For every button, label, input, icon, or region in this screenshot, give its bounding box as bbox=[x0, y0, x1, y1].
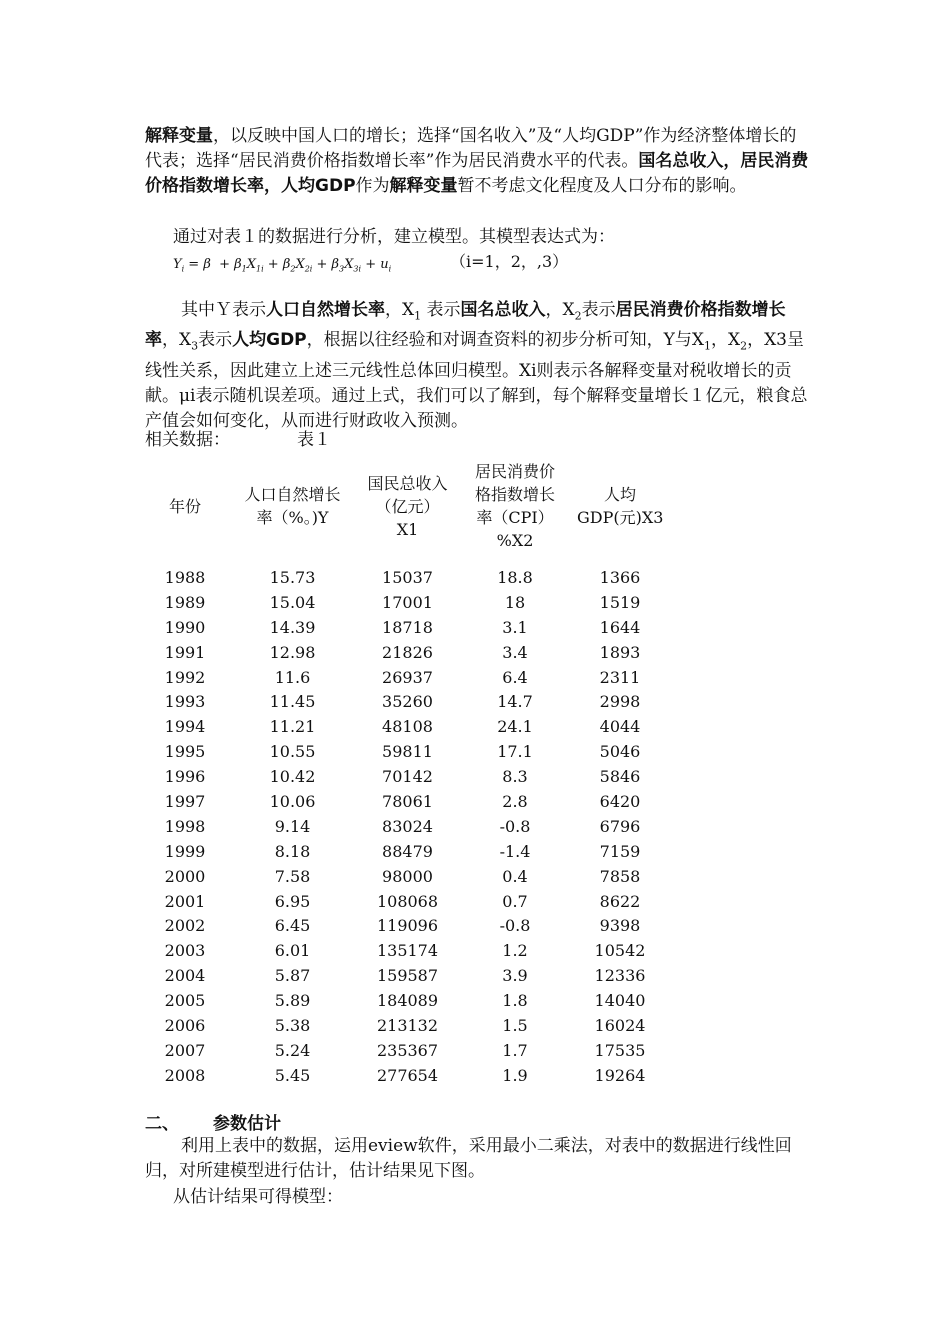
table-row bbox=[140, 864, 670, 889]
table-cell: 1993 bbox=[164, 692, 206, 712]
table-cell: 16024 bbox=[594, 1015, 646, 1035]
section-number: 二、 bbox=[145, 1114, 179, 1134]
bold-term: 国名总收入 bbox=[460, 300, 546, 320]
table-cell: 1.2 bbox=[502, 941, 528, 961]
table-cell: 2001 bbox=[164, 891, 206, 911]
table-cell: 48108 bbox=[382, 717, 433, 737]
table-cell: 26937 bbox=[382, 667, 433, 687]
table-cell: 1996 bbox=[164, 767, 206, 787]
table-cell: 59811 bbox=[382, 742, 433, 762]
table-cell: 8.18 bbox=[274, 841, 311, 861]
table-cell: 2003 bbox=[164, 941, 206, 961]
table-cell: -0.8 bbox=[499, 816, 531, 836]
table-row bbox=[140, 988, 670, 1013]
table-row bbox=[140, 789, 670, 814]
table-cell: 15.04 bbox=[269, 592, 316, 612]
bold-term: 人口自然增长率 bbox=[266, 300, 385, 320]
table-cell: 2008 bbox=[164, 1065, 206, 1085]
table-cell: 2.8 bbox=[502, 791, 528, 811]
table-row bbox=[140, 615, 670, 640]
table-row bbox=[140, 590, 670, 615]
table-cell: 0.7 bbox=[502, 891, 528, 911]
subscript: 3 bbox=[191, 339, 199, 353]
text-run: ，X bbox=[545, 300, 575, 320]
text-run: ，X bbox=[385, 300, 415, 320]
table-row bbox=[140, 913, 670, 938]
table-cell: 24.1 bbox=[497, 717, 533, 737]
data-table bbox=[140, 452, 670, 1088]
bold-term: 人均GDP bbox=[232, 330, 307, 351]
table-cell: 98000 bbox=[382, 866, 433, 886]
table-row bbox=[140, 689, 670, 714]
table-cell: 70142 bbox=[382, 767, 433, 787]
table-cell: 1997 bbox=[164, 791, 206, 811]
table-cell: 5.87 bbox=[274, 966, 311, 986]
table-cell: 18.8 bbox=[497, 567, 533, 587]
subscript: 1 bbox=[414, 309, 422, 323]
table-row bbox=[140, 839, 670, 864]
table-cell: 8.3 bbox=[502, 767, 528, 787]
table-cell: 21826 bbox=[382, 642, 433, 662]
table-cell: 277654 bbox=[376, 1065, 439, 1085]
table-cell: 15.73 bbox=[269, 567, 316, 587]
table-row bbox=[140, 938, 670, 963]
text-run: ，X3呈线性关系，因此建立上述三元线性总体回归模型。Xi则表示各解释变量对税收增长的贡献。μi表示随机误差项。通过上式，我们可以了解到，每个解释变量增长１亿元，粮食总产值会如何变化，从而进行财政收入预测。 bbox=[145, 330, 808, 431]
table-cell: 159587 bbox=[376, 966, 439, 986]
table-cell: 184089 bbox=[376, 991, 439, 1011]
table-cell: 1991 bbox=[164, 642, 206, 662]
table-caption-label: 相关数据： bbox=[145, 430, 230, 450]
table-cell: 18 bbox=[504, 592, 526, 612]
table-body bbox=[140, 565, 670, 1088]
table-cell: 108068 bbox=[376, 891, 439, 911]
table-cell: 2007 bbox=[164, 1040, 206, 1060]
table-cell: 5.24 bbox=[274, 1040, 311, 1060]
text-run: 表示 bbox=[581, 300, 616, 320]
table-row bbox=[140, 1063, 670, 1088]
paragraph-variable-definitions bbox=[145, 298, 813, 434]
text-run: 其中Ｙ表示 bbox=[181, 300, 266, 320]
table-cell: 213132 bbox=[376, 1015, 439, 1035]
column-header-national-income: 国民总收入（亿元）X1 bbox=[367, 473, 448, 539]
table-cell: 1994 bbox=[164, 717, 206, 737]
table-cell: 10542 bbox=[594, 941, 646, 961]
table-cell: 1989 bbox=[164, 592, 206, 612]
table-cell: 5046 bbox=[599, 742, 641, 762]
table-cell: 2004 bbox=[164, 966, 206, 986]
table-cell: 19264 bbox=[594, 1065, 646, 1085]
table-cell: 2998 bbox=[599, 692, 641, 712]
table-cell: 0.4 bbox=[502, 866, 528, 886]
table-cell: 83024 bbox=[382, 816, 433, 836]
table-cell: 3.9 bbox=[502, 966, 528, 986]
table-cell: 11.6 bbox=[274, 667, 311, 687]
table-row bbox=[140, 665, 670, 690]
table-row bbox=[140, 963, 670, 988]
text-run: ，X bbox=[710, 330, 741, 351]
table-cell: 12.98 bbox=[269, 642, 316, 662]
bold-term: 居民消费价格指数增长率 bbox=[145, 300, 786, 351]
bold-term: 解释变量 bbox=[145, 126, 213, 146]
formula-index-note: （i=1，2，,3） bbox=[450, 252, 569, 271]
table-row bbox=[140, 739, 670, 764]
table-cell: 78061 bbox=[382, 791, 433, 811]
text-run: 暂不考虑文化程度及人口分布的影响。 bbox=[457, 176, 747, 196]
column-header-cpi-growth: 居民消费价格指数增长率（CPI）%X2 bbox=[474, 462, 555, 550]
table-cell: 1366 bbox=[599, 567, 641, 587]
paragraph-model-intro: 通过对表１的数据进行分析，建立模型。其模型表达式为： bbox=[173, 227, 615, 247]
table-caption-title: 表１ bbox=[297, 430, 331, 450]
paragraph-estimation: 利用上表中的数据，运用eview软件，采用最小二乘法，对表中的数据进行线性回归，对所建模型进行估计，估计结果见下图。 bbox=[145, 1136, 792, 1181]
table-row bbox=[140, 714, 670, 739]
table-cell: 35260 bbox=[382, 692, 433, 712]
table-cell: 10.55 bbox=[269, 742, 316, 762]
table-cell: 11.21 bbox=[269, 717, 316, 737]
text-run: ，X bbox=[162, 330, 192, 351]
table-header-row bbox=[140, 452, 670, 560]
table-cell: 2002 bbox=[164, 916, 206, 936]
paragraph-variables bbox=[145, 124, 813, 199]
formula-y: Y bbox=[173, 257, 182, 272]
table-cell: 6.45 bbox=[274, 916, 311, 936]
table-cell: 3.1 bbox=[502, 617, 528, 637]
table-cell: 12336 bbox=[594, 966, 646, 986]
table-cell: 5.89 bbox=[274, 991, 311, 1011]
section-title: 参数估计 bbox=[213, 1114, 281, 1134]
column-header-year: 年份 bbox=[168, 496, 201, 516]
subscript: 2 bbox=[740, 339, 748, 353]
table-cell: 8622 bbox=[599, 891, 641, 911]
table-cell: 1.8 bbox=[502, 991, 528, 1011]
table-cell: -0.8 bbox=[499, 916, 531, 936]
text-run: 作为 bbox=[355, 176, 390, 196]
table-cell: 235367 bbox=[376, 1040, 439, 1060]
table-cell: 18718 bbox=[382, 617, 433, 637]
table-row bbox=[140, 640, 670, 665]
table-row bbox=[140, 814, 670, 839]
table-cell: 9398 bbox=[599, 916, 641, 936]
table-cell: 119096 bbox=[376, 916, 439, 936]
table-cell: 1519 bbox=[599, 592, 641, 612]
table-cell: 1992 bbox=[164, 667, 206, 687]
paragraph-model-result: 从估计结果可得模型： bbox=[173, 1187, 343, 1207]
column-header-gdp-per-capita: 人均GDP(元)X3 bbox=[577, 485, 664, 527]
table-cell: 7159 bbox=[599, 841, 641, 861]
table-cell: 15037 bbox=[382, 567, 433, 587]
bold-term: 国名总收入，居民消费价格指数增长率，人均GDP bbox=[145, 151, 809, 196]
table-cell: 1999 bbox=[164, 841, 206, 861]
text-run: 表示 bbox=[198, 330, 233, 351]
text-run: 表示 bbox=[421, 300, 461, 320]
section-heading bbox=[145, 1109, 281, 1134]
table-cell: 6420 bbox=[599, 791, 641, 811]
table-cell: 14.7 bbox=[497, 692, 533, 712]
table-cell: 9.14 bbox=[274, 816, 311, 836]
table-cell: 11.45 bbox=[269, 692, 316, 712]
table-cell: 6796 bbox=[599, 816, 641, 836]
table-cell: 7858 bbox=[599, 866, 641, 886]
table-row bbox=[140, 565, 670, 590]
table-row bbox=[140, 1038, 670, 1063]
table-cell: 1998 bbox=[164, 816, 206, 836]
column-header-population-growth: 人口自然增长率（%。)Y bbox=[244, 485, 341, 527]
table-cell: 1644 bbox=[599, 617, 641, 637]
table-cell: 4044 bbox=[599, 717, 641, 737]
table-cell: 17001 bbox=[382, 592, 433, 612]
table-row bbox=[140, 889, 670, 914]
table-cell: 3.4 bbox=[502, 642, 528, 662]
subscript: 1 bbox=[703, 339, 711, 353]
table-cell: 17535 bbox=[594, 1040, 646, 1060]
bold-term: 解释变量 bbox=[389, 176, 458, 196]
table-cell: 6.95 bbox=[274, 891, 311, 911]
table-cell: 2006 bbox=[164, 1015, 206, 1035]
table-cell: 1.7 bbox=[502, 1040, 528, 1060]
table-cell: 10.06 bbox=[269, 791, 316, 811]
table-cell: 1990 bbox=[164, 617, 206, 637]
table-cell: 5.45 bbox=[274, 1065, 311, 1085]
table-cell: 5.38 bbox=[274, 1015, 311, 1035]
table-cell: 6.01 bbox=[274, 941, 311, 961]
table-row bbox=[140, 764, 670, 789]
table-caption bbox=[145, 425, 445, 450]
table-cell: 1893 bbox=[599, 642, 641, 662]
table-cell: 17.1 bbox=[497, 742, 533, 762]
table-cell: 7.58 bbox=[274, 866, 311, 886]
table-cell: 1.9 bbox=[502, 1065, 528, 1085]
table-cell: 135174 bbox=[376, 941, 439, 961]
table-cell: 2000 bbox=[164, 866, 206, 886]
text-run: ，以反映中国人口的增长；选择“国名收入”及“人均GDP”作为经济整体增长的代表；选择“居民消费价格指数增长率”作为居民消费水平的代表。 bbox=[145, 126, 797, 171]
table-cell: 14040 bbox=[594, 991, 646, 1011]
table-cell: 1.5 bbox=[502, 1015, 528, 1035]
table-cell: -1.4 bbox=[499, 841, 531, 861]
table-cell: 1995 bbox=[164, 742, 206, 762]
table-cell: 88479 bbox=[382, 841, 433, 861]
table-cell: 10.42 bbox=[269, 767, 316, 787]
regression-formula: $Y_i = \beta + \beta_1X_{1i} + \beta_2X_{2i} + \beta_3X_{3i} + u_i$ bbox=[173, 257, 392, 274]
text-run: ，根据以往经验和对调查资料的初步分析可知，Y与X bbox=[306, 330, 704, 351]
table-cell: 2005 bbox=[164, 991, 206, 1011]
table-cell: 5846 bbox=[599, 767, 641, 787]
table-cell: 6.4 bbox=[502, 667, 528, 687]
table-cell: 2311 bbox=[599, 667, 641, 687]
table-cell: 14.39 bbox=[269, 617, 316, 637]
table-row bbox=[140, 1013, 670, 1038]
subscript: 2 bbox=[574, 309, 582, 323]
table-cell: 1988 bbox=[164, 567, 206, 587]
